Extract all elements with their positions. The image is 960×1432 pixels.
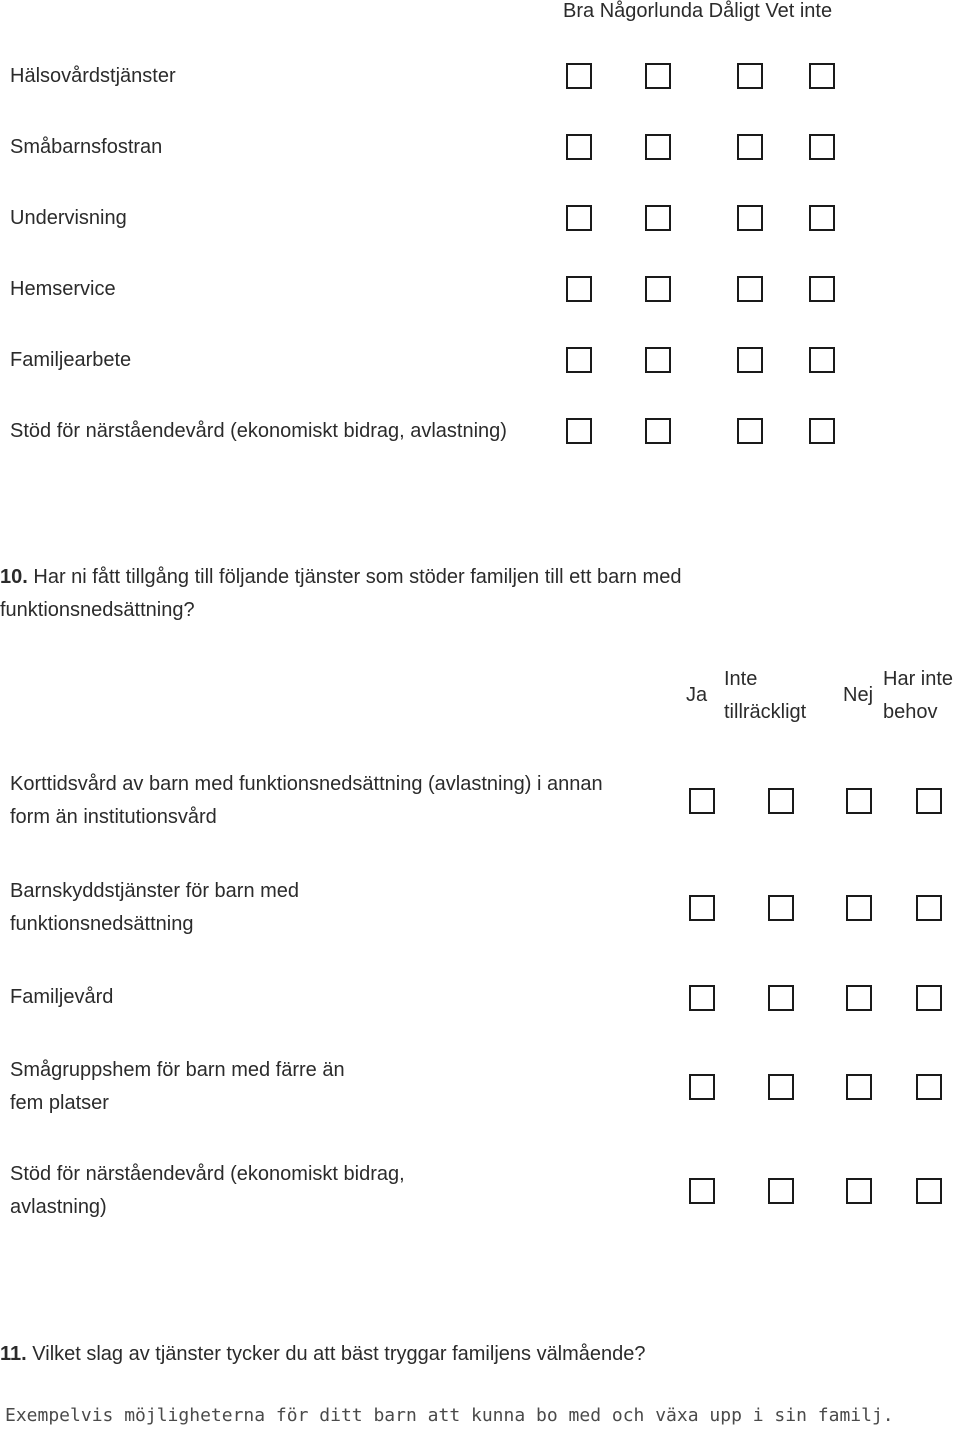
checkbox-vet-inte[interactable] — [809, 418, 835, 444]
checkbox-nagorlunda[interactable] — [645, 347, 671, 373]
s9-row-label: Hälsovårdstjänster — [10, 65, 176, 87]
checkbox-vet-inte[interactable] — [809, 63, 835, 89]
header-bra: Bra — [563, 0, 595, 22]
checkbox-nagorlunda[interactable] — [645, 134, 671, 160]
s9-row-label: Familjearbete — [10, 349, 132, 371]
question-text: Har ni fått tillgång till följande tjänster som stöder familjen till ett barn med funktionsnedsättning? — [0, 566, 682, 621]
checkbox-vet-inte[interactable] — [809, 347, 835, 373]
checkbox-daligt[interactable] — [737, 347, 763, 373]
header-harinte-line2: behov — [883, 701, 938, 723]
checkbox-vet-inte[interactable] — [809, 134, 835, 160]
s10-row-label-line1: Korttidsvård av barn med funktionsnedsättning (avlastning) i annan — [10, 773, 603, 795]
checkbox-inte-tillrackligt[interactable] — [768, 895, 794, 921]
s10-row-label-line2: funktionsnedsättning — [10, 913, 194, 935]
checkbox-nagorlunda[interactable] — [645, 205, 671, 231]
s9-row-label: Småbarnsfostran — [10, 136, 163, 158]
question-11 — [0, 1338, 646, 1371]
checkbox-nej[interactable] — [846, 1074, 872, 1100]
question-number: 10. — [0, 566, 28, 588]
checkbox-bra[interactable] — [566, 134, 592, 160]
checkbox-ja[interactable] — [689, 895, 715, 921]
checkbox-inte-tillrackligt[interactable] — [768, 1178, 794, 1204]
s10-row-label-line1: Stöd för närståendevård (ekonomiskt bidrag, — [10, 1163, 405, 1185]
checkbox-daligt[interactable] — [737, 134, 763, 160]
checkbox-daligt[interactable] — [737, 205, 763, 231]
checkbox-bra[interactable] — [566, 347, 592, 373]
s10-row-label-line1: Barnskyddstjänster för barn med — [10, 880, 300, 902]
checkbox-vet-inte[interactable] — [809, 205, 835, 231]
checkbox-nej[interactable] — [846, 895, 872, 921]
header-inte-line2: tillräckligt — [724, 701, 807, 723]
checkbox-har-inte-behov[interactable] — [916, 1178, 942, 1204]
checkbox-ja[interactable] — [689, 1074, 715, 1100]
s10-row-label-line1: Smågruppshem för barn med färre än — [10, 1059, 345, 1081]
header-vet-inte: Vet inte — [765, 0, 833, 22]
checkbox-nej[interactable] — [846, 1178, 872, 1204]
checkbox-har-inte-behov[interactable] — [916, 1074, 942, 1100]
checkbox-daligt[interactable] — [737, 63, 763, 89]
s9-row-label: Hemservice — [10, 278, 116, 300]
checkbox-har-inte-behov[interactable] — [916, 895, 942, 921]
checkbox-bra[interactable] — [566, 205, 592, 231]
checkbox-ja[interactable] — [689, 788, 715, 814]
question-10 — [0, 561, 800, 627]
header-ja: Ja — [686, 684, 708, 706]
s10-row-label-line2: avlastning) — [10, 1196, 107, 1218]
checkbox-bra[interactable] — [566, 276, 592, 302]
s10-row-label-line2: fem platser — [10, 1092, 109, 1114]
checkbox-nagorlunda[interactable] — [645, 418, 671, 444]
header-daligt: Dåligt — [708, 0, 760, 22]
question-number: 11. — [0, 1343, 27, 1365]
section9-header — [563, 0, 832, 28]
checkbox-nej[interactable] — [846, 985, 872, 1011]
s10-row-label-line1: Familjevård — [10, 986, 114, 1008]
checkbox-daligt[interactable] — [737, 418, 763, 444]
checkbox-ja[interactable] — [689, 1178, 715, 1204]
checkbox-ja[interactable] — [689, 985, 715, 1011]
checkbox-daligt[interactable] — [737, 276, 763, 302]
s9-row-label: Undervisning — [10, 207, 127, 229]
checkbox-nej[interactable] — [846, 788, 872, 814]
question-text: Vilket slag av tjänster tycker du att bäst tryggar familjens välmående? — [32, 1343, 646, 1365]
checkbox-nagorlunda[interactable] — [645, 276, 671, 302]
checkbox-inte-tillrackligt[interactable] — [768, 1074, 794, 1100]
checkbox-har-inte-behov[interactable] — [916, 788, 942, 814]
checkbox-nagorlunda[interactable] — [645, 63, 671, 89]
checkbox-inte-tillrackligt[interactable] — [768, 985, 794, 1011]
header-nej: Nej — [843, 684, 874, 706]
s10-row-label-line2: form än institutionsvård — [10, 806, 217, 828]
s9-row-label: Stöd för närståendevård (ekonomiskt bidrag, avlastning) — [10, 420, 507, 442]
checkbox-bra[interactable] — [566, 418, 592, 444]
checkbox-vet-inte[interactable] — [809, 276, 835, 302]
example-text: Exempelvis möjligheterna för ditt barn att kunna bo med och växa upp i sin familj. — [5, 1405, 894, 1426]
checkbox-bra[interactable] — [566, 63, 592, 89]
header-inte-line1: Inte — [724, 668, 758, 690]
header-nagorlunda: Någorlunda — [599, 0, 704, 22]
header-harinte-line1: Har inte — [883, 668, 954, 690]
checkbox-inte-tillrackligt[interactable] — [768, 788, 794, 814]
checkbox-har-inte-behov[interactable] — [916, 985, 942, 1011]
